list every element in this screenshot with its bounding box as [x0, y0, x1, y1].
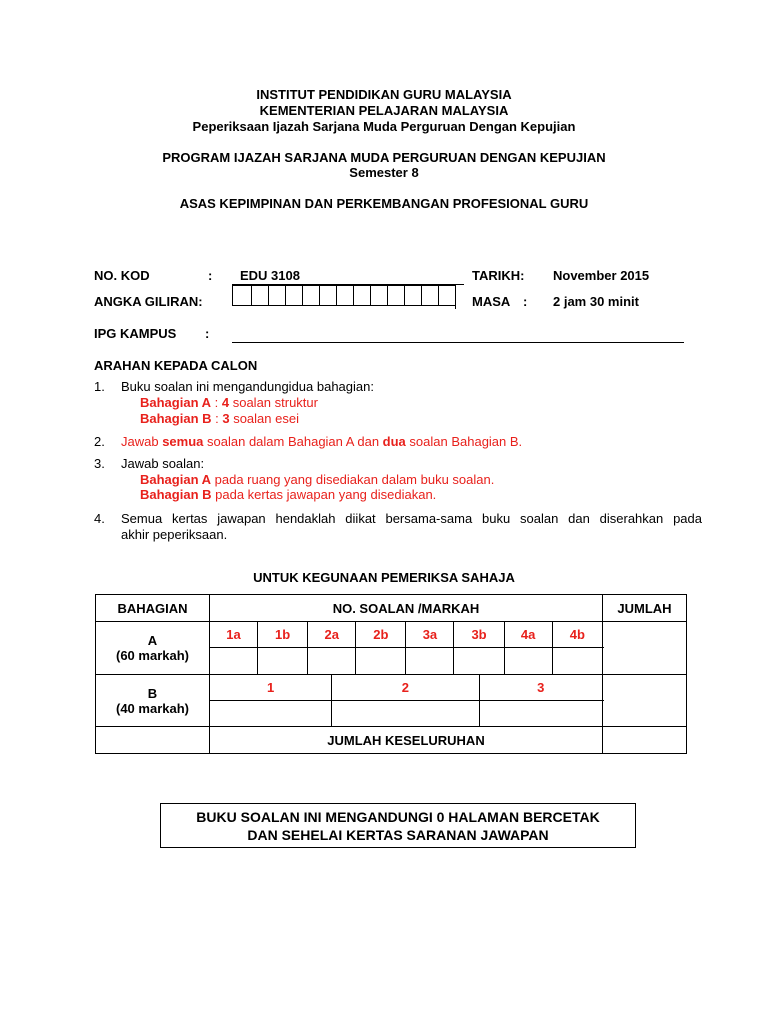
semester: Semester 8	[349, 165, 419, 180]
page-count-line1: BUKU SOALAN INI MENGANDUNGI 0 HALAMAN BERCETAK	[196, 809, 600, 825]
mark-3a[interactable]	[406, 648, 454, 675]
total-empty-cell	[96, 727, 210, 754]
instruction-3-bahagian-b: Bahagian B pada kertas jawapan yang disediakan.	[140, 487, 437, 502]
mark-1b[interactable]	[258, 648, 308, 675]
mark-4a[interactable]	[504, 648, 552, 675]
header-soalan: NO. SOALAN /MARKAH	[210, 595, 603, 622]
mark-3b[interactable]	[454, 648, 504, 675]
ipg-kampus-line[interactable]	[232, 342, 684, 343]
mark-2a[interactable]	[308, 648, 356, 675]
kod-label: NO. KOD	[94, 268, 150, 283]
angka-giliran-label: ANGKA GILIRAN:	[94, 294, 203, 309]
q-2a: 2a	[308, 622, 356, 648]
tarikh-label: TARIKH:	[472, 268, 525, 283]
mark-2b[interactable]	[356, 648, 406, 675]
subject-title: ASAS KEPIMPINAN DAN PERKEMBANGAN PROFESIONAL GURU	[179, 196, 589, 211]
instruction-3-bahagian-a: Bahagian A pada ruang yang disediakan dalam buku soalan.	[140, 472, 495, 487]
q-b2: 2	[332, 675, 479, 701]
mark-1a[interactable]	[210, 648, 258, 675]
mark-b3[interactable]	[479, 701, 603, 727]
instruction-4-number: 4.	[94, 511, 105, 526]
instruction-1-bahagian-b: Bahagian B : 3 soalan esei	[140, 411, 299, 426]
page-count-box	[160, 803, 636, 848]
instruction-3-text: Jawab soalan:	[121, 456, 205, 471]
instruction-2-text: Jawab semua soalan dalam Bahagian A dan dua soalan Bahagian B.	[121, 434, 523, 449]
q-2b: 2b	[356, 622, 406, 648]
q-b1: 1	[210, 675, 332, 701]
q-3b: 3b	[454, 622, 504, 648]
total-label: JUMLAH KESELURUHAN	[210, 727, 603, 754]
instruction-4-line2: akhir peperiksaan.	[121, 527, 228, 542]
q-4b: 4b	[552, 622, 602, 648]
header-bahagian: BAHAGIAN	[96, 595, 210, 622]
bahagian-b-cell: B (40 markah)	[96, 675, 210, 727]
instruction-3-number: 3.	[94, 456, 105, 471]
mark-b1[interactable]	[210, 701, 332, 727]
q-b3: 3	[479, 675, 603, 701]
masa-value: 2 jam 30 minit	[553, 294, 639, 309]
jumlah-a-cell[interactable]	[603, 622, 687, 675]
instruction-4-line1: Semua kertas jawapan hendaklah diikat bersama-sama buku soalan dan diserahkan pada	[121, 511, 702, 526]
instruction-1-number: 1.	[94, 379, 105, 394]
ipg-kampus-label: IPG KAMPUS	[94, 326, 177, 341]
exam-name: Peperiksaan Ijazah Sarjana Muda Perguruan Dengan Kepujian	[192, 119, 576, 134]
masa-label: MASA	[472, 294, 511, 309]
examiner-table	[95, 594, 687, 754]
page-count-line2: DAN SEHELAI KERTAS SARANAN JAWAPAN	[247, 827, 549, 843]
program-name: PROGRAM IJAZAH SARJANA MUDA PERGURUAN DENGAN KEPUJIAN	[162, 150, 606, 165]
examiner-table-title: UNTUK KEGUNAAN PEMERIKSA SAHAJA	[253, 570, 515, 585]
instructions-title: ARAHAN KEPADA CALON	[94, 358, 258, 373]
institute-name: INSTITUT PENDIDIKAN GURU MALAYSIA	[256, 87, 512, 102]
kod-colon: :	[208, 268, 213, 283]
header-jumlah: JUMLAH	[603, 595, 687, 622]
bahagian-a-cell: A (60 markah)	[96, 622, 210, 675]
angka-giliran-boxes[interactable]	[232, 285, 456, 309]
ministry-name: KEMENTERIAN PELAJARAN MALAYSIA	[259, 103, 509, 118]
masa-colon: :	[523, 294, 528, 309]
q-4a: 4a	[504, 622, 552, 648]
kod-value: EDU 3108	[240, 268, 300, 283]
tarikh-value: November 2015	[553, 268, 650, 283]
mark-b2[interactable]	[332, 701, 479, 727]
q-3a: 3a	[406, 622, 454, 648]
instruction-2-number: 2.	[94, 434, 105, 449]
q-1a: 1a	[210, 622, 258, 648]
jumlah-b-cell[interactable]	[603, 675, 687, 727]
total-value-cell[interactable]	[603, 727, 687, 754]
ipg-kampus-colon: :	[205, 326, 210, 341]
instruction-1-text: Buku soalan ini mengandungidua bahagian:	[121, 379, 374, 394]
q-1b: 1b	[258, 622, 308, 648]
instruction-1-bahagian-a: Bahagian A : 4 soalan struktur	[140, 395, 318, 410]
mark-4b[interactable]	[552, 648, 602, 675]
